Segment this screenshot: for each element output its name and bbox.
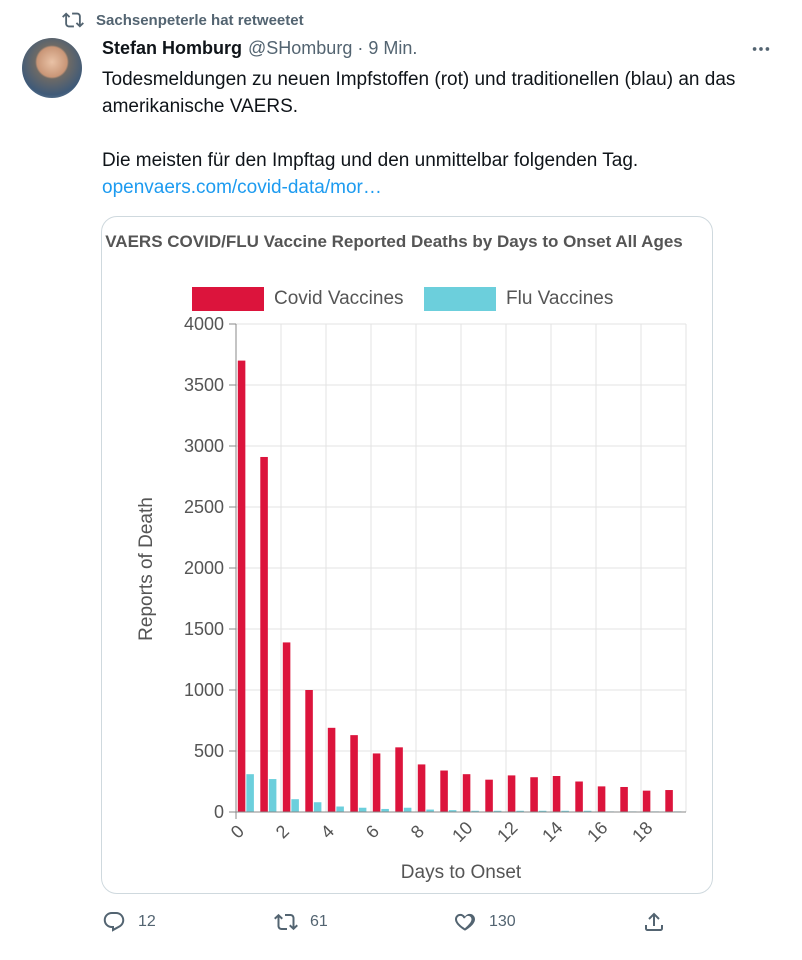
bar-covid-day-8 [418,764,426,812]
legend-swatch-flu [424,287,496,311]
x-tick-label: 10 [448,817,477,846]
legend-label-flu: Flu Vaccines [506,288,614,309]
x-tick-label: 14 [538,817,567,846]
bar-covid-day-0 [238,361,246,812]
bar-covid-day-7 [395,747,403,812]
retweet-indicator [62,9,304,31]
bar-covid-day-3 [305,690,313,812]
retweet-button[interactable] [274,910,328,934]
author-name[interactable]: Stefan Homburg [102,38,243,58]
chart-title: VAERS COVID/FLU Vaccine Reported Deaths by Days to Onset All Ages [105,232,683,251]
bar-covid-day-17 [620,787,628,812]
y-tick-label: 3000 [183,436,224,456]
retweet-count: 61 [310,913,328,930]
y-tick-label: 500 [193,741,224,761]
bar-flu-day-7 [404,808,412,812]
x-tick-label: 2 [271,821,293,843]
bar-covid-day-19 [665,790,673,812]
bar-covid-day-10 [463,774,471,812]
legend-swatch-covid [192,287,264,311]
x-tick-label: 16 [583,817,612,846]
bar-covid-day-4 [328,728,336,812]
share-icon [642,910,666,934]
heart-icon [453,910,477,934]
more-button[interactable] [750,38,772,62]
bar-flu-day-3 [314,802,322,812]
more-icon [750,38,772,60]
x-tick-label: 12 [493,817,522,846]
retweet-icon [62,9,84,31]
tweet-text [102,66,782,201]
chart [102,217,712,893]
y-tick-label: 2500 [183,497,224,517]
x-tick-label: 18 [628,817,657,846]
tweet-header [102,38,782,59]
x-tick-label: 4 [316,821,338,843]
y-tick-label: 4000 [183,314,224,334]
bar-covid-day-16 [598,786,606,812]
bar-covid-day-6 [373,753,381,812]
like-count: 130 [489,913,516,930]
bar-covid-day-18 [643,791,651,812]
bar-covid-day-13 [530,777,538,812]
x-tick-label: 6 [361,821,383,843]
bar-flu-day-0 [246,774,254,812]
y-tick-label: 3500 [183,375,224,395]
tweet-time[interactable]: 9 Min. [368,38,418,58]
x-axis-label: Days to Onset [400,862,522,883]
bar-covid-day-12 [508,775,516,812]
tweet-link[interactable]: openvaers.com/covid-data/mor… [102,177,382,198]
reply-button[interactable] [102,910,156,934]
bar-covid-day-15 [575,782,583,813]
y-tick-label: 1500 [183,619,224,639]
legend-label-covid: Covid Vaccines [274,288,404,309]
y-tick-label: 0 [213,802,224,822]
reply-icon [102,910,126,934]
tweet-line-1: Todesmeldungen zu neuen Impfstoffen (rot) und traditionellen (blau) an das amerikanische VAERS. [102,69,736,117]
bar-covid-day-14 [553,776,561,812]
bar-covid-day-11 [485,780,493,812]
y-tick-label: 1000 [183,680,224,700]
chart-card[interactable] [101,216,713,894]
bar-covid-day-9 [440,771,448,812]
reply-count: 12 [138,913,156,930]
share-button[interactable] [642,910,666,934]
y-axis-label: Reports of Death [136,497,157,641]
x-tick-label: 0 [226,821,248,843]
author-handle[interactable]: @SHomburg [248,38,353,58]
like-button[interactable] [453,910,516,934]
bar-flu-day-2 [291,799,299,812]
action-bar [100,910,680,940]
bar-flu-day-5 [359,808,367,812]
tweet-line-2: Die meisten für den Impftag und den unmittelbar folgenden Tag. [102,150,639,171]
bar-flu-day-1 [269,779,277,812]
bar-covid-day-1 [260,457,268,812]
retweet-label: Sachsenpeterle hat retweetet [96,11,304,29]
bar-covid-day-2 [283,642,291,812]
retweet-action-icon [274,910,298,934]
y-tick-label: 2000 [183,558,224,578]
bar-flu-day-4 [336,807,344,812]
x-tick-label: 8 [406,821,428,843]
bar-covid-day-5 [350,735,358,812]
header-separator: · [357,38,364,58]
avatar[interactable] [22,38,82,98]
